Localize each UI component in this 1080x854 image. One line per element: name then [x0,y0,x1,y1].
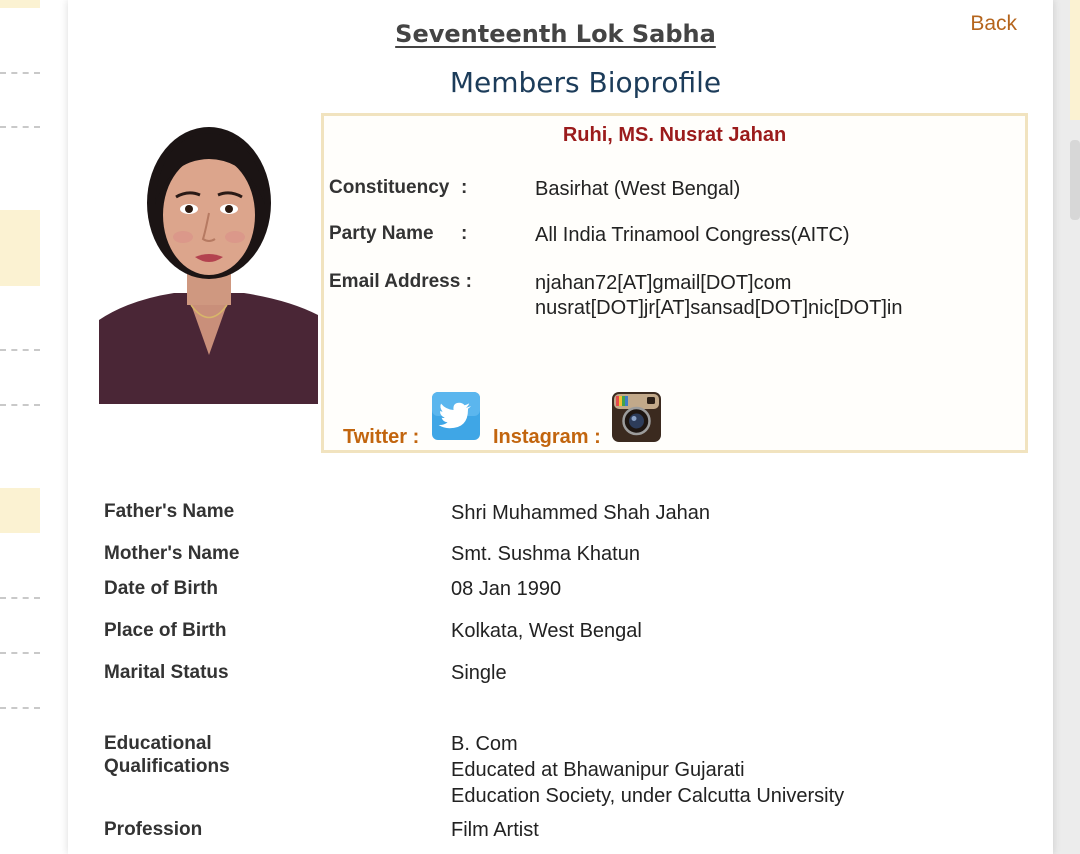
background-divider [0,597,40,599]
background-page-right [1052,0,1080,854]
party-value: All India Trinamool Congress(AITC) [535,224,850,246]
background-divider [0,72,40,74]
education-line: B. Com [451,733,518,755]
scrollbar-thumb[interactable] [1070,140,1080,220]
email-values [535,271,903,321]
background-divider [0,707,40,709]
education-line: Education Society, under Calcutta University [451,785,845,807]
background-highlight [0,488,40,533]
background-highlight [0,0,40,8]
background-highlight [0,210,40,286]
bioprofile-card [68,0,1053,854]
education-value [451,731,844,809]
member-photo [99,115,318,404]
fathers-name-value: Shri Muhammed Shah Jahan [451,502,711,524]
background-divider [0,126,40,128]
background-divider [0,404,40,406]
member-name: Ruhi, MS. Nusrat Jahan [562,124,787,146]
marital-status-label: Marital Status [104,662,229,683]
page-heading: Members Bioprofile [449,66,722,99]
email-secondary: nusrat[DOT]jr[AT]sansad[DOT]nic[DOT]in [535,297,903,319]
twitter-icon[interactable] [432,392,480,445]
member-info-box [321,113,1028,453]
email-primary: njahan72[AT]gmail[DOT]com [535,272,792,294]
background-divider [0,652,40,654]
twitter-label: Twitter : [343,426,420,448]
constituency-value: Basirhat (West Bengal) [535,178,741,200]
education-line: Educated at Bhawanipur Gujarati [451,759,745,781]
party-label: Party Name [329,223,434,244]
background-divider [0,349,40,351]
education-label: Educational Qualifications [104,733,230,777]
instagram-label: Instagram : [493,426,601,448]
constituency-label: Constituency [329,177,450,198]
mothers-name-value: Smt. Sushma Khatun [451,543,640,565]
date-of-birth-value: 08 Jan 1990 [451,578,562,600]
background-page-left [0,0,68,854]
place-of-birth-value: Kolkata, West Bengal [451,620,642,642]
place-of-birth-label: Place of Birth [104,620,227,641]
profession-value: Film Artist [451,819,539,841]
mothers-name-label: Mother's Name [104,543,240,564]
fathers-name-label: Father's Name [104,501,235,522]
email-label: Email Address : [329,271,472,292]
marital-status-value: Single [451,662,507,684]
date-of-birth-label: Date of Birth [104,578,218,599]
instagram-icon[interactable] [612,392,661,447]
back-link[interactable]: Back [970,12,1017,35]
profession-label: Profession [104,819,203,840]
party-colon: : [461,223,468,244]
house-title: Seventeenth Lok Sabha [395,20,716,48]
background-highlight [1070,0,1080,120]
constituency-colon: : [461,177,468,198]
